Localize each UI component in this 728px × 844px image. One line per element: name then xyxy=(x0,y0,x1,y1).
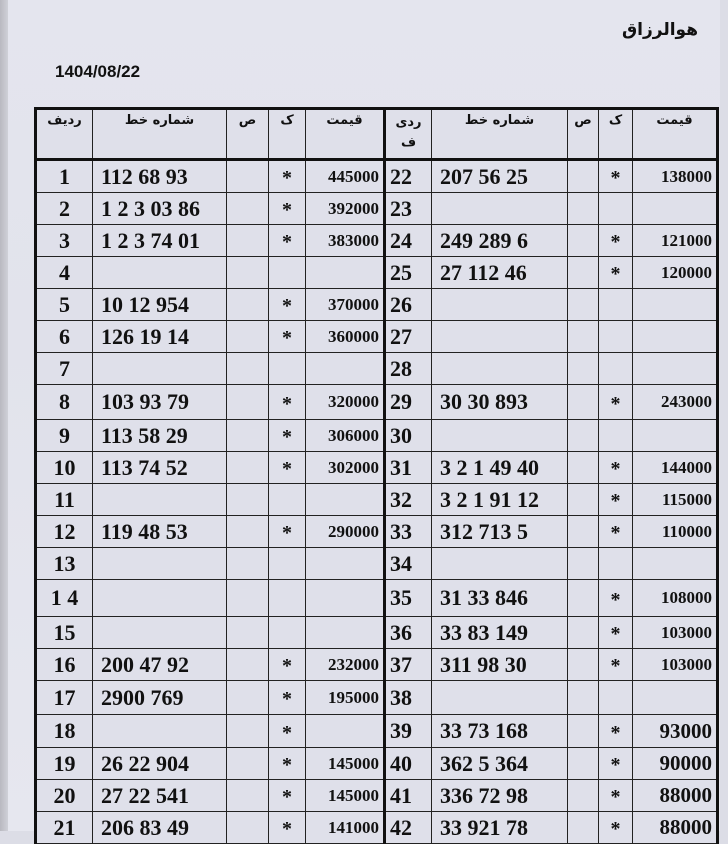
kaf-mark: * xyxy=(269,193,306,224)
line-number: 336 72 98 xyxy=(432,780,568,811)
sad-mark xyxy=(568,548,599,579)
row-index: 41 xyxy=(386,780,432,811)
kaf-mark: * xyxy=(599,649,633,680)
row-index: 7 xyxy=(37,353,93,384)
row-index: 24 xyxy=(386,225,432,256)
row-index: 10 xyxy=(37,452,93,483)
kaf-mark xyxy=(599,353,633,384)
price: 145000 xyxy=(328,753,379,773)
table-row xyxy=(37,161,383,193)
table-row xyxy=(386,580,716,617)
kaf-mark: * xyxy=(599,780,633,811)
header-price: قیمت xyxy=(656,113,693,128)
price: 370000 xyxy=(328,294,379,314)
table-row xyxy=(386,681,716,715)
kaf-mark: * xyxy=(269,516,306,547)
price: 290000 xyxy=(328,521,379,541)
line-number xyxy=(432,289,568,320)
line-number: 249 289 6 xyxy=(432,225,568,256)
price xyxy=(633,681,716,714)
row-index: 35 xyxy=(386,580,432,616)
table-row xyxy=(386,289,716,321)
sad-mark xyxy=(227,484,269,515)
row-index: 8 xyxy=(37,385,93,419)
sad-mark xyxy=(227,385,269,419)
kaf-mark xyxy=(269,548,306,579)
row-index: 23 xyxy=(386,193,432,224)
table-row xyxy=(37,715,383,748)
table-row xyxy=(37,257,383,289)
kaf-mark: * xyxy=(599,161,633,192)
table-row xyxy=(37,420,383,452)
sad-mark xyxy=(227,617,269,648)
row-index: 36 xyxy=(386,617,432,648)
price xyxy=(633,289,716,320)
sad-mark xyxy=(227,225,269,256)
row-index: 30 xyxy=(386,420,432,451)
price: 392000 xyxy=(328,198,379,218)
sad-mark xyxy=(568,681,599,714)
line-number: 200 47 92 xyxy=(93,649,227,680)
line-number xyxy=(93,580,227,616)
table-row xyxy=(37,193,383,225)
line-number: 1 2 3 03 86 xyxy=(93,193,227,224)
table-row xyxy=(386,161,716,193)
table-row xyxy=(37,748,383,780)
line-number: 3 2 1 91 12 xyxy=(432,484,568,515)
price: 93000 xyxy=(659,718,712,743)
sad-mark xyxy=(227,193,269,224)
header-index: ردیف xyxy=(37,110,93,158)
table-row xyxy=(386,420,716,452)
line-number: 33 73 168 xyxy=(432,715,568,747)
kaf-mark: * xyxy=(599,580,633,616)
kaf-mark: * xyxy=(269,289,306,320)
kaf-mark: * xyxy=(269,321,306,352)
kaf-mark: * xyxy=(269,681,306,714)
kaf-mark xyxy=(269,484,306,515)
price xyxy=(306,484,383,515)
row-index: 3 xyxy=(37,225,93,256)
line-number: 26 22 904 xyxy=(93,748,227,779)
kaf-mark: * xyxy=(599,617,633,648)
price: 320000 xyxy=(328,392,379,411)
row-index: 11 xyxy=(37,484,93,515)
table-right-body xyxy=(386,161,716,844)
table-row xyxy=(37,548,383,580)
line-number: 206 83 49 xyxy=(93,812,227,843)
kaf-mark xyxy=(599,681,633,714)
line-number xyxy=(432,321,568,352)
line-number: 112 68 93 xyxy=(93,161,227,192)
sad-mark xyxy=(227,257,269,288)
kaf-mark xyxy=(599,548,633,579)
kaf-mark: * xyxy=(269,225,306,256)
price xyxy=(306,548,383,579)
row-index: 20 xyxy=(37,780,93,811)
row-index: 21 xyxy=(37,812,93,843)
line-number xyxy=(432,548,568,579)
price: 138000 xyxy=(661,166,712,186)
line-number xyxy=(93,715,227,747)
table-row xyxy=(386,353,716,385)
sad-mark xyxy=(568,649,599,680)
table-row xyxy=(386,617,716,649)
kaf-mark xyxy=(599,289,633,320)
line-number: 33 921 78 xyxy=(432,812,568,843)
sad-mark xyxy=(568,452,599,483)
line-number xyxy=(432,193,568,224)
price xyxy=(633,193,716,224)
table-row xyxy=(37,681,383,715)
kaf-mark xyxy=(269,353,306,384)
row-index: 1 4 xyxy=(37,580,93,616)
row-index: 5 xyxy=(37,289,93,320)
line-number xyxy=(93,353,227,384)
price: 115000 xyxy=(661,489,712,509)
row-index: 31 xyxy=(386,452,432,483)
row-index: 16 xyxy=(37,649,93,680)
sad-mark xyxy=(568,289,599,320)
row-index: 37 xyxy=(386,649,432,680)
line-number: 10 12 954 xyxy=(93,289,227,320)
line-number: 312 713 5 xyxy=(432,516,568,547)
line-number: 362 5 364 xyxy=(432,748,568,779)
line-number xyxy=(93,484,227,515)
sad-mark xyxy=(568,225,599,256)
sad-mark xyxy=(227,715,269,747)
kaf-mark: * xyxy=(269,812,306,843)
row-index: 13 xyxy=(37,548,93,579)
table-row xyxy=(386,385,716,420)
line-number: 311 98 30 xyxy=(432,649,568,680)
table-row xyxy=(386,257,716,289)
sad-mark xyxy=(568,484,599,515)
sad-mark xyxy=(227,321,269,352)
line-number xyxy=(93,257,227,288)
sad-mark xyxy=(227,289,269,320)
row-index: 12 xyxy=(37,516,93,547)
sad-mark xyxy=(568,161,599,192)
kaf-mark: * xyxy=(269,385,306,419)
table-header-row xyxy=(37,110,383,161)
sad-mark xyxy=(568,193,599,224)
kaf-mark: * xyxy=(599,812,633,843)
sad-mark xyxy=(568,580,599,616)
line-number: 103 93 79 xyxy=(93,385,227,419)
row-index: 42 xyxy=(386,812,432,843)
table-row xyxy=(386,484,716,516)
row-index: 26 xyxy=(386,289,432,320)
row-index: 18 xyxy=(37,715,93,747)
row-index: 25 xyxy=(386,257,432,288)
price: 103000 xyxy=(661,654,712,674)
line-number xyxy=(93,617,227,648)
table-row xyxy=(386,321,716,353)
line-number: 27 22 541 xyxy=(93,780,227,811)
line-number: 30 30 893 xyxy=(432,385,568,419)
row-index: 40 xyxy=(386,748,432,779)
sad-mark xyxy=(227,649,269,680)
row-index: 6 xyxy=(37,321,93,352)
price xyxy=(306,617,383,648)
price xyxy=(633,321,716,352)
sad-mark xyxy=(568,617,599,648)
price xyxy=(306,580,383,616)
kaf-mark: * xyxy=(269,715,306,747)
price: 88000 xyxy=(659,815,712,839)
sad-mark xyxy=(568,780,599,811)
row-index: 27 xyxy=(386,321,432,352)
line-number: 113 58 29 xyxy=(93,420,227,451)
table-row xyxy=(37,484,383,516)
line-number xyxy=(93,548,227,579)
header-price: قیمت xyxy=(326,113,363,128)
price xyxy=(306,353,383,384)
table-row xyxy=(37,780,383,812)
table-header-row xyxy=(386,110,716,161)
table-right-half xyxy=(386,110,716,844)
kaf-mark: * xyxy=(599,516,633,547)
kaf-mark: * xyxy=(599,385,633,419)
price xyxy=(633,548,716,579)
price: 120000 xyxy=(661,262,712,282)
line-number: 113 74 52 xyxy=(93,452,227,483)
row-index: 38 xyxy=(386,681,432,714)
table-row xyxy=(37,225,383,257)
sad-mark xyxy=(227,780,269,811)
phone-number-price-table xyxy=(34,107,719,844)
row-index: 15 xyxy=(37,617,93,648)
header-kaf: ک xyxy=(269,110,306,158)
table-row xyxy=(37,289,383,321)
line-number: 2900 769 xyxy=(93,681,227,714)
table-left-body xyxy=(37,161,383,844)
kaf-mark xyxy=(269,257,306,288)
line-number: 119 48 53 xyxy=(93,516,227,547)
table-row xyxy=(37,516,383,548)
line-number xyxy=(432,681,568,714)
kaf-mark xyxy=(599,193,633,224)
table-row xyxy=(386,812,716,844)
kaf-mark xyxy=(599,321,633,352)
price: 108000 xyxy=(661,588,712,607)
price xyxy=(306,715,383,747)
sad-mark xyxy=(227,452,269,483)
table-row xyxy=(386,193,716,225)
page-heading: هوالرزاق xyxy=(621,20,698,40)
price: 144000 xyxy=(661,457,712,477)
kaf-mark xyxy=(269,580,306,616)
table-row xyxy=(386,715,716,748)
sad-mark xyxy=(227,580,269,616)
price: 141000 xyxy=(328,817,379,837)
sad-mark xyxy=(227,516,269,547)
row-index: 29 xyxy=(386,385,432,419)
sad-mark xyxy=(568,748,599,779)
sad-mark xyxy=(568,715,599,747)
kaf-mark: * xyxy=(599,257,633,288)
table-row xyxy=(386,225,716,257)
price: 302000 xyxy=(328,457,379,477)
line-number xyxy=(432,353,568,384)
row-index: 17 xyxy=(37,681,93,714)
line-number: 1 2 3 74 01 xyxy=(93,225,227,256)
table-row xyxy=(386,548,716,580)
price: 232000 xyxy=(328,654,379,674)
row-index: 4 xyxy=(37,257,93,288)
price xyxy=(306,257,383,288)
row-index: 33 xyxy=(386,516,432,547)
table-row xyxy=(37,649,383,681)
kaf-mark: * xyxy=(599,715,633,747)
kaf-mark xyxy=(269,617,306,648)
price: 88000 xyxy=(659,783,712,807)
kaf-mark: * xyxy=(269,452,306,483)
kaf-mark xyxy=(599,420,633,451)
header-index: ردی ف xyxy=(386,110,432,158)
price: 110000 xyxy=(661,521,712,541)
kaf-mark: * xyxy=(269,748,306,779)
line-number: 31 33 846 xyxy=(432,580,568,616)
row-index: 19 xyxy=(37,748,93,779)
header-kaf: ک xyxy=(599,110,633,158)
price: 103000 xyxy=(661,622,712,642)
sad-mark xyxy=(227,353,269,384)
price xyxy=(633,353,716,384)
table-row xyxy=(386,452,716,484)
row-index: 34 xyxy=(386,548,432,579)
sad-mark xyxy=(227,681,269,714)
price: 195000 xyxy=(328,687,379,707)
sad-mark xyxy=(227,548,269,579)
line-number xyxy=(432,420,568,451)
sad-mark xyxy=(227,161,269,192)
sad-mark xyxy=(568,516,599,547)
sad-mark xyxy=(227,812,269,843)
table-row xyxy=(386,516,716,548)
price: 243000 xyxy=(661,392,712,411)
price: 121000 xyxy=(661,230,712,250)
header-sad: ص xyxy=(568,110,599,158)
table-row xyxy=(37,580,383,617)
price: 360000 xyxy=(328,326,379,346)
table-row xyxy=(386,780,716,812)
kaf-mark: * xyxy=(599,484,633,515)
table-row xyxy=(386,748,716,780)
document-date: 1404/08/22 xyxy=(55,62,141,81)
line-number: 126 19 14 xyxy=(93,321,227,352)
kaf-mark: * xyxy=(269,420,306,451)
sad-mark xyxy=(227,420,269,451)
kaf-mark: * xyxy=(599,452,633,483)
table-row xyxy=(37,812,383,844)
sad-mark xyxy=(568,420,599,451)
kaf-mark: * xyxy=(269,780,306,811)
table-left-half xyxy=(37,110,386,844)
kaf-mark: * xyxy=(269,649,306,680)
header-line-number: شماره خط xyxy=(432,110,568,158)
kaf-mark: * xyxy=(599,225,633,256)
sad-mark xyxy=(568,812,599,843)
row-index: 39 xyxy=(386,715,432,747)
price xyxy=(633,420,716,451)
row-index: 22 xyxy=(386,161,432,192)
line-number: 27 112 46 xyxy=(432,257,568,288)
price: 306000 xyxy=(328,425,379,445)
price: 383000 xyxy=(328,230,379,250)
row-index: 1 xyxy=(37,161,93,192)
sad-mark xyxy=(568,385,599,419)
price: 90000 xyxy=(659,751,712,775)
table-row xyxy=(37,452,383,484)
kaf-mark: * xyxy=(269,161,306,192)
table-row xyxy=(37,617,383,649)
price: 145000 xyxy=(328,785,379,805)
table-row xyxy=(37,353,383,385)
header-sad: ص xyxy=(227,110,269,158)
header-line-number: شماره خط xyxy=(93,110,227,158)
price: 445000 xyxy=(328,166,379,186)
row-index: 2 xyxy=(37,193,93,224)
table-row xyxy=(37,385,383,420)
line-number: 207 56 25 xyxy=(432,161,568,192)
line-number: 3 2 1 49 40 xyxy=(432,452,568,483)
line-number: 33 83 149 xyxy=(432,617,568,648)
sad-mark xyxy=(568,257,599,288)
row-index: 9 xyxy=(37,420,93,451)
kaf-mark: * xyxy=(599,748,633,779)
row-index: 28 xyxy=(386,353,432,384)
table-row xyxy=(386,649,716,681)
sad-mark xyxy=(227,748,269,779)
row-index: 32 xyxy=(386,484,432,515)
sad-mark xyxy=(568,353,599,384)
sad-mark xyxy=(568,321,599,352)
table-row xyxy=(37,321,383,353)
